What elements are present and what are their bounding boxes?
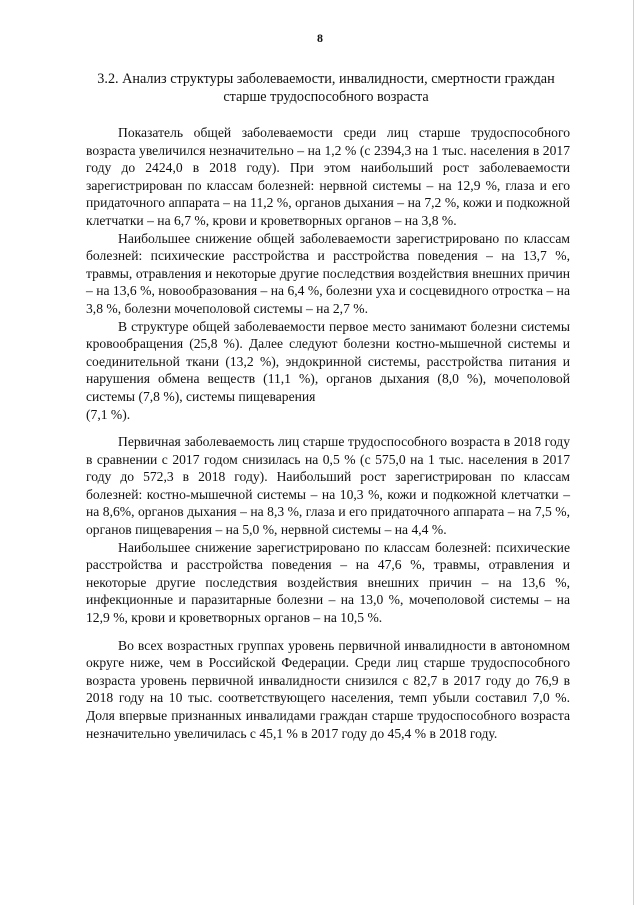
body-text <box>86 124 570 742</box>
section-heading: 3.2. Анализ структуры заболеваемости, инвалидности, смертности граждан старше трудоспособного возраста <box>97 71 555 105</box>
paragraph-structure: В структуре общей заболеваемости первое место занимают болезни системы кровообращения (25,8 %). Далее следуют болезни костно-мышечной системы и соединительной ткани (13,2 %), эндокринной системы, расстройства питания и нарушения обмена веществ (11,1 %), органов дыхания (8,0 %), мочеполовой системы (7,8 %), системы пищеварения <box>86 318 570 404</box>
paragraph-primary-morbidity: Первичная заболеваемость лиц старше трудоспособного возраста в 2018 году в сравнении с 2017 годом снизилась на 0,5 % (с 575,0 на 1 тыс. населения в 2017 году до 572,3 в 2018 году). Наибольший рост зарегистрирован по классам болезней: костно-мышечной системы – на 10,3 %, кожи и подкожной клетчатки – на 8,6%, органов дыхания – на 8,3 %, глаза и его придаточного аппарата – на 7,5 %, органов пищеварения – на 5,0 %, нервной системы – на 4,4 %. <box>86 434 570 538</box>
paragraph-general-morbidity: Показатель общей заболеваемости среди лиц старше трудоспособного возраста увеличился незначительно – на 1,2 % (с 2394,3 на 1 тыс. населения в 2017 году до 2424,0 в 2018 году). При этом наибольший рост заболеваемости зарегистрирован по классам болезней: нервной системы – на 12,9 %, глаза и его придаточного аппарата – на 11,2 %, органов дыхания – на 7,2 %, кожи и подкожной клетчатки – на 6,7 %, крови и кроветворных органов – на 3,8 %. <box>86 125 570 228</box>
paragraph-structure-tail: (7,1 %). <box>86 406 131 422</box>
scan-edge <box>633 0 634 905</box>
page-number: 8 <box>317 31 323 45</box>
paragraph-primary-decrease: Наибольшее снижение зарегистрировано по классам болезней: психические расстройства и расстройства поведения – на 47,6 %, травмы, отравления и некоторые другие последствия воздействия внешних причин – на 13,6 %, инфекционные и паразитарные болезни – на 13,0 %, мочеполовой системы – на 12,9 %, крови и кроветворных органов – на 10,5 %. <box>86 539 570 626</box>
paragraph-disability: Во всех возрастных группах уровень первичной инвалидности в автономном округе ниже, чем в Российской Федерации. Среди лиц старше трудоспособного возраста уровень первичной инвалидности снизился с 82,7 в 2017 году до 76,9 в 2018 году на 10 тыс. соответствующего населения, темп убыли составил 7,0 %. Доля впервые признанных инвалидами граждан старше трудоспособного возраста незначительно увеличилась с 45,1 % в 2017 году до 45,4 % в 2018 году. <box>86 637 570 741</box>
paragraph-general-decrease: Наибольшее снижение общей заболеваемости зарегистрировано по классам болезней: психические расстройства и расстройства поведения – на 13,7 %, травмы, отравления и некоторые другие последствия воздействия внешних причин – на 13,6 %, новообразования – на 6,4 %, болезни уха и сосцевидного отростка – на 3,8 %, болезни мочеполовой системы – на 2,7 %. <box>86 230 570 316</box>
